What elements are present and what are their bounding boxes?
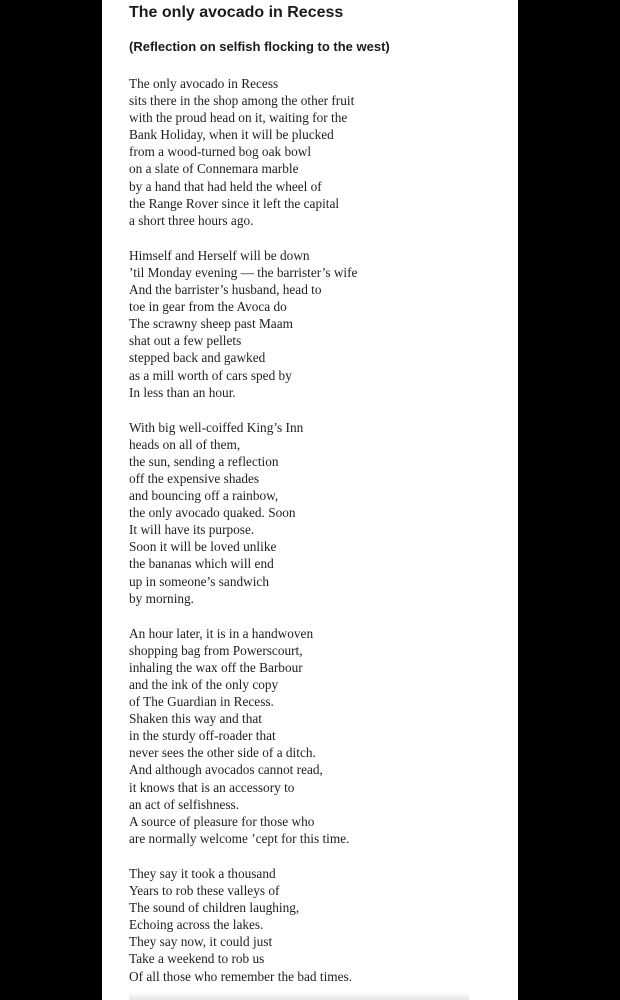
poem-line: with the proud head on it, waiting for the — [129, 110, 348, 126]
poem-line: the sun, sending a reflection — [129, 453, 279, 469]
poem-line: Shaken this way and that — [129, 711, 262, 727]
poem-line: And the barrister’s husband, head to — [129, 282, 322, 298]
poem-stanza — [129, 75, 509, 229]
poem-body — [129, 75, 509, 1000]
poem-line: it knows that is an accessory to — [129, 779, 295, 795]
poem-line: never sees the other side of a ditch. — [129, 745, 316, 761]
poem-line: by morning. — [129, 590, 195, 606]
poem-line: shat out a few pellets — [129, 333, 242, 349]
poem-line: They say now, it could just — [129, 934, 273, 950]
poem-line: An hour later, it is in a handwoven — [129, 625, 314, 641]
poem-line: They say it took a thousand — [129, 865, 276, 881]
poem-line: the Range Rover since it left the capital — [129, 195, 340, 211]
poem-line: and bouncing off a rainbow, — [129, 488, 279, 504]
poem-line: toe in gear from the Avoca do — [129, 299, 287, 315]
poem-line: the bananas which will end — [129, 556, 274, 572]
poem-title: The only avocado in Recess — [129, 4, 344, 21]
poem-line: inhaling the wax off the Barbour — [129, 659, 303, 675]
poem-line: And although avocados cannot read, — [129, 762, 323, 778]
poem-line: Himself and Herself will be down — [129, 247, 310, 263]
poem-stanza — [129, 419, 509, 607]
poem-line: Years to rob these valleys of — [129, 883, 280, 899]
poem-line: by a hand that had held the wheel of — [129, 178, 322, 194]
poem-line: a short three hours ago. — [129, 212, 254, 228]
poem-line: Bank Holiday, when it will be plucked — [129, 127, 334, 143]
poem-line: sits there in the shop among the other fruit — [129, 93, 355, 109]
poem-stanza — [129, 865, 509, 985]
poem-line: A source of pleasure for those who — [129, 813, 315, 829]
poem-line: stepped back and gawked — [129, 350, 266, 366]
poem-line: from a wood-turned bog oak bowl — [129, 144, 312, 160]
poem-line: heads on all of them, — [129, 436, 241, 452]
poem-line: off the expensive shades — [129, 470, 260, 486]
poem-line: Take a weekend to rob us — [129, 951, 265, 967]
poem-line: Of all those who remember the bad times. — [129, 968, 353, 984]
poem-line: as a mill worth of cars sped by — [129, 367, 292, 383]
poem-line: shopping bag from Powerscourt, — [129, 642, 303, 658]
poem-line: the only avocado quaked. Soon — [129, 505, 296, 521]
poem-line: The scrawny sheep past Maam — [129, 316, 293, 332]
poem-line: The only avocado in Recess — [129, 76, 279, 91]
poem-line: and the ink of the only copy — [129, 677, 279, 692]
poem-line: ’til Monday evening — the barrister’s wife — [129, 264, 358, 280]
poem-line: It will have its purpose. — [129, 522, 255, 538]
poem-stanza — [129, 247, 509, 401]
poem-line: Echoing across the lakes. — [129, 917, 264, 933]
page-bottom-edge — [129, 992, 469, 1000]
poem-line: in the sturdy off-roader that — [129, 728, 276, 744]
poem-line: are normally welcome ’cept for this time. — [129, 830, 350, 846]
poem-line: With big well-coiffed King’s Inn — [129, 419, 304, 435]
poem-line: The sound of children laughing, — [129, 900, 300, 916]
poem-line: Soon it will be loved unlike — [129, 539, 277, 555]
poem-line: up in someone’s sandwich — [129, 573, 269, 589]
poem-line: an act of selfishness. — [129, 796, 240, 812]
poem-stanza — [129, 625, 509, 847]
poem-line: of The Guardian in Recess. — [129, 694, 274, 710]
poem-line: In less than an hour. — [129, 384, 236, 400]
poem-subtitle: (Reflection on selfish flocking to the west) — [129, 39, 390, 54]
document-page — [102, 0, 518, 1000]
poem-line: on a slate of Connemara marble — [129, 161, 299, 177]
